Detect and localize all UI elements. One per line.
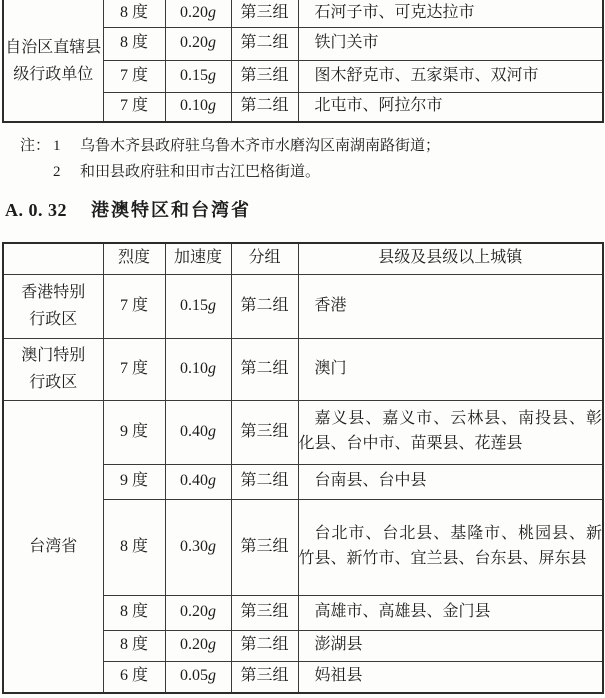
cities-cell: 北屯市、阿拉尔市 — [298, 92, 603, 122]
acceleration-cell — [165, 464, 231, 499]
group-cell: 第三组 — [231, 661, 298, 693]
intensity-cell: 9 度 — [103, 400, 165, 464]
acceleration-cell — [165, 92, 231, 122]
accel-value: 0.40 — [180, 422, 208, 440]
table2-wrapper — [0, 242, 605, 694]
header-cities: 县级及县级以上城镇 — [298, 243, 603, 274]
intensity-cell: 6 度 — [103, 661, 165, 693]
cities-cell: 澳门 — [298, 338, 603, 400]
region-label-line: 自治区直辖县 — [5, 38, 102, 56]
cities-cell: 妈祖县 — [298, 661, 603, 693]
cities-cell: 嘉义县、嘉义市、云林县、南投县、彰化县、台中市、苗栗县、花莲县 — [298, 400, 603, 464]
accel-unit: g — [208, 97, 216, 115]
region-label-line: 台湾省 — [29, 537, 78, 555]
accel-value: 0.20 — [180, 603, 208, 621]
accel-value: 0.20 — [180, 3, 208, 21]
region-label-cell — [3, 400, 103, 693]
table-row-taiwan — [3, 400, 603, 464]
cities-cell: 石河子市、可克达拉市 — [298, 0, 603, 27]
header-group: 分组 — [231, 243, 298, 274]
intensity-cell: 8 度 — [103, 27, 165, 60]
accel-unit: g — [208, 359, 216, 377]
accel-unit: g — [208, 636, 216, 654]
acceleration-cell — [165, 630, 231, 661]
group-cell: 第三组 — [231, 499, 298, 595]
intensity-cell: 8 度 — [103, 595, 165, 630]
accel-unit: g — [208, 422, 216, 440]
acceleration-cell — [165, 400, 231, 464]
acceleration-cell — [165, 0, 231, 27]
accel-unit: g — [208, 66, 216, 84]
accel-value: 0.20 — [180, 34, 208, 52]
table-row-hongkong — [3, 274, 603, 338]
cities-cell: 台北市、台北县、基隆市、桃园县、新竹县、新竹市、宜兰县、台东县、屏东县 — [298, 499, 603, 595]
group-cell: 第二组 — [231, 630, 298, 661]
note-number: 1 — [53, 138, 61, 154]
acceleration-cell — [165, 499, 231, 595]
note-line — [20, 159, 605, 185]
intensity-cell: 8 度 — [103, 630, 165, 661]
note-text: 和田县政府驻和田市古江巴格街道。 — [80, 164, 321, 180]
cities-cell: 图木舒克市、五家渠市、双河市 — [298, 60, 603, 92]
table-row — [3, 0, 603, 27]
cities-cell: 台南县、台中县 — [298, 464, 603, 499]
accel-value: 0.15 — [180, 66, 208, 84]
cities-cell: 澎湖县 — [298, 630, 603, 661]
accel-value: 0.40 — [180, 472, 208, 490]
group-cell: 第二组 — [231, 464, 298, 499]
acceleration-cell — [165, 274, 231, 338]
accel-unit: g — [208, 537, 216, 555]
accel-value: 0.15 — [180, 296, 208, 314]
acceleration-cell — [165, 661, 231, 693]
accel-value: 0.10 — [180, 97, 208, 115]
accel-value: 0.30 — [180, 537, 208, 555]
region-label-line: 级行政单位 — [13, 65, 94, 83]
table-xinjiang-direct-cities — [2, 0, 604, 123]
group-cell: 第二组 — [231, 92, 298, 122]
accel-unit: g — [208, 603, 216, 621]
note-text: 乌鲁木齐县政府驻乌鲁木齐市水磨沟区南湖南路街道； — [80, 138, 441, 154]
acceleration-cell — [165, 60, 231, 92]
region-label-line: 澳门特别 — [21, 347, 86, 364]
table-row-macau — [3, 338, 603, 400]
region-label-cell — [3, 338, 103, 400]
group-cell: 第二组 — [231, 274, 298, 338]
region-label-cell — [3, 274, 103, 338]
section-heading — [5, 198, 605, 222]
intensity-cell: 9 度 — [103, 464, 165, 499]
intensity-cell: 7 度 — [103, 274, 165, 338]
acceleration-cell — [165, 595, 231, 630]
header-acceleration: 加速度 — [165, 243, 231, 274]
note-label: 注： — [20, 138, 51, 154]
note-label-spacer — [20, 159, 53, 185]
note-number: 2 — [53, 164, 61, 180]
intensity-cell: 7 度 — [103, 60, 165, 92]
cities-cell: 铁门关市 — [298, 27, 603, 60]
intensity-cell: 7 度 — [103, 338, 165, 400]
accel-value: 0.10 — [180, 359, 208, 377]
accel-value: 0.05 — [180, 667, 208, 685]
group-cell: 第三组 — [231, 400, 298, 464]
section-number: A. 0. 32 — [5, 200, 67, 220]
intensity-cell: 7 度 — [103, 92, 165, 122]
acceleration-cell — [165, 338, 231, 400]
accel-unit: g — [208, 3, 216, 21]
notes-block — [0, 133, 605, 185]
accel-value: 0.20 — [180, 636, 208, 654]
accel-unit: g — [208, 34, 216, 52]
cities-cell: 香港 — [298, 274, 603, 338]
accel-unit: g — [208, 472, 216, 490]
cities-cell: 高雄市、高雄县、金门县 — [298, 595, 603, 630]
region-label-line: 香港特别 — [21, 284, 86, 301]
header-row — [3, 243, 603, 274]
region-label-line: 行政区 — [29, 311, 78, 328]
table-hk-mo-tw — [2, 242, 604, 694]
acceleration-cell — [165, 27, 231, 60]
accel-unit: g — [208, 296, 216, 314]
region-label-cell — [3, 0, 103, 122]
section-title: 港澳特区和台湾省 — [91, 200, 251, 220]
group-cell: 第三组 — [231, 595, 298, 630]
group-cell: 第三组 — [231, 60, 298, 92]
region-label-line: 行政区 — [29, 374, 78, 391]
header-empty-cell — [3, 243, 103, 274]
note-line — [20, 133, 605, 159]
group-cell: 第三组 — [231, 0, 298, 27]
intensity-cell: 8 度 — [103, 499, 165, 595]
intensity-cell: 8 度 — [103, 0, 165, 27]
group-cell: 第二组 — [231, 338, 298, 400]
group-cell: 第二组 — [231, 27, 298, 60]
header-intensity: 烈度 — [103, 243, 165, 274]
accel-unit: g — [208, 667, 216, 685]
